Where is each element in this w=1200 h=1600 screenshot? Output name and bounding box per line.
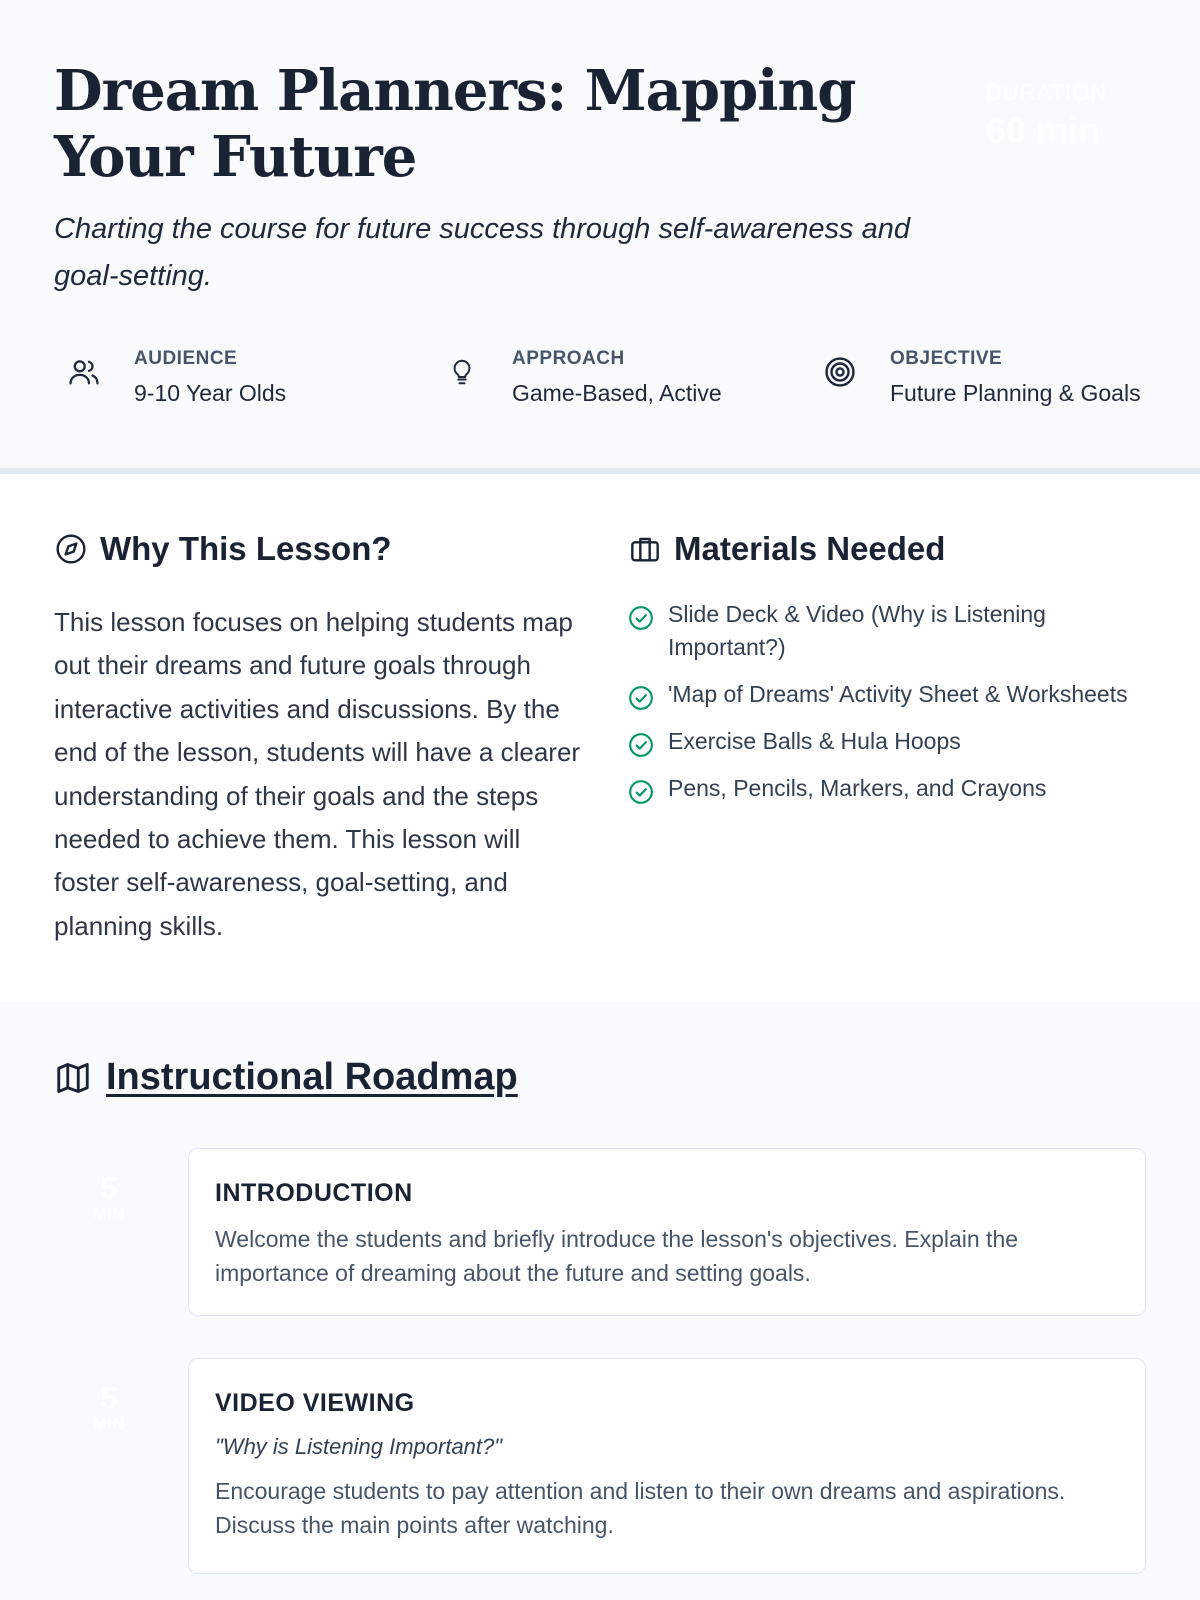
card-title: INTRODUCTION	[215, 1179, 413, 1207]
briefcase-icon	[628, 532, 662, 566]
users-icon	[54, 342, 114, 402]
meta-row	[54, 342, 1146, 412]
materials-list	[628, 598, 1148, 805]
list-item	[628, 725, 1148, 758]
step-unit: MIN	[92, 1416, 126, 1433]
check-circle-icon	[628, 685, 654, 711]
meta-value: Future Planning & Goals	[890, 380, 1141, 406]
materials-title: Materials Needed	[674, 530, 946, 567]
check-circle-icon	[628, 779, 654, 805]
why-text: This lesson focuses on helping students map out their dreams and future goals through interactive activities and discussions. By the end of the lesson, students will have a clearer understanding of their goals and the steps needed to achieve them. This lesson will foster self-awareness, goal-setting, and planning skills.	[54, 607, 581, 941]
card-quote: "Why is Listening Important?"	[215, 1434, 503, 1459]
meta-label: OBJECTIVE	[890, 348, 1003, 369]
meta-value: Game-Based, Active	[512, 380, 722, 406]
materials-section	[628, 524, 1148, 819]
meta-objective	[810, 342, 1141, 407]
list-item	[628, 598, 1148, 664]
check-circle-icon	[628, 605, 654, 631]
meta-label: AUDIENCE	[134, 348, 238, 369]
material-label: Pens, Pencils, Markers, and Crayons	[668, 775, 1047, 801]
card-text: Welcome the students and briefly introduce the lesson's objectives. Explain the importance of dreaming about the future and setting goals.	[215, 1226, 1019, 1286]
step-time	[54, 1382, 164, 1434]
roadmap-section	[0, 1002, 1200, 1600]
step-unit: MIN	[92, 1206, 126, 1223]
card-text: Encourage students to pay attention and listen to their own dreams and aspirations. Discuss the main points after watching.	[215, 1478, 1066, 1538]
material-label: 'Map of Dreams' Activity Sheet & Worksheets	[668, 681, 1128, 707]
target-icon	[810, 342, 870, 402]
info-section	[0, 474, 1200, 1002]
why-title: Why This Lesson?	[100, 530, 392, 567]
step-time	[54, 1172, 164, 1224]
material-label: Slide Deck & Video (Why is Listening Important?)	[668, 601, 1046, 660]
roadmap-title: Instructional Roadmap	[106, 1056, 518, 1098]
list-item	[628, 678, 1148, 711]
meta-value: 9-10 Year Olds	[134, 380, 287, 406]
why-section	[54, 524, 584, 948]
meta-audience	[54, 342, 286, 407]
step-minutes: 5	[100, 1382, 118, 1415]
check-circle-icon	[628, 732, 654, 758]
map-icon	[54, 1059, 92, 1097]
lightbulb-icon	[432, 342, 492, 402]
page-title: Dream Planners: Mapping Your Future	[54, 58, 856, 190]
step-minutes: 5	[100, 1172, 118, 1205]
roadmap-card-video-viewing	[188, 1358, 1146, 1574]
compass-icon	[54, 532, 88, 566]
meta-approach	[432, 342, 722, 407]
page-subtitle: Charting the course for future success through self-awareness and goal-setting.	[54, 213, 910, 292]
lesson-header	[0, 0, 1200, 468]
duration-value: 60 min	[986, 110, 1101, 151]
list-item	[628, 772, 1148, 805]
material-label: Exercise Balls & Hula Hoops	[668, 728, 961, 754]
roadmap-card-introduction	[188, 1148, 1146, 1316]
duration-badge	[986, 80, 1126, 152]
meta-label: APPROACH	[512, 348, 625, 369]
card-title: VIDEO VIEWING	[215, 1389, 415, 1417]
duration-label: DURATION	[986, 80, 1108, 105]
